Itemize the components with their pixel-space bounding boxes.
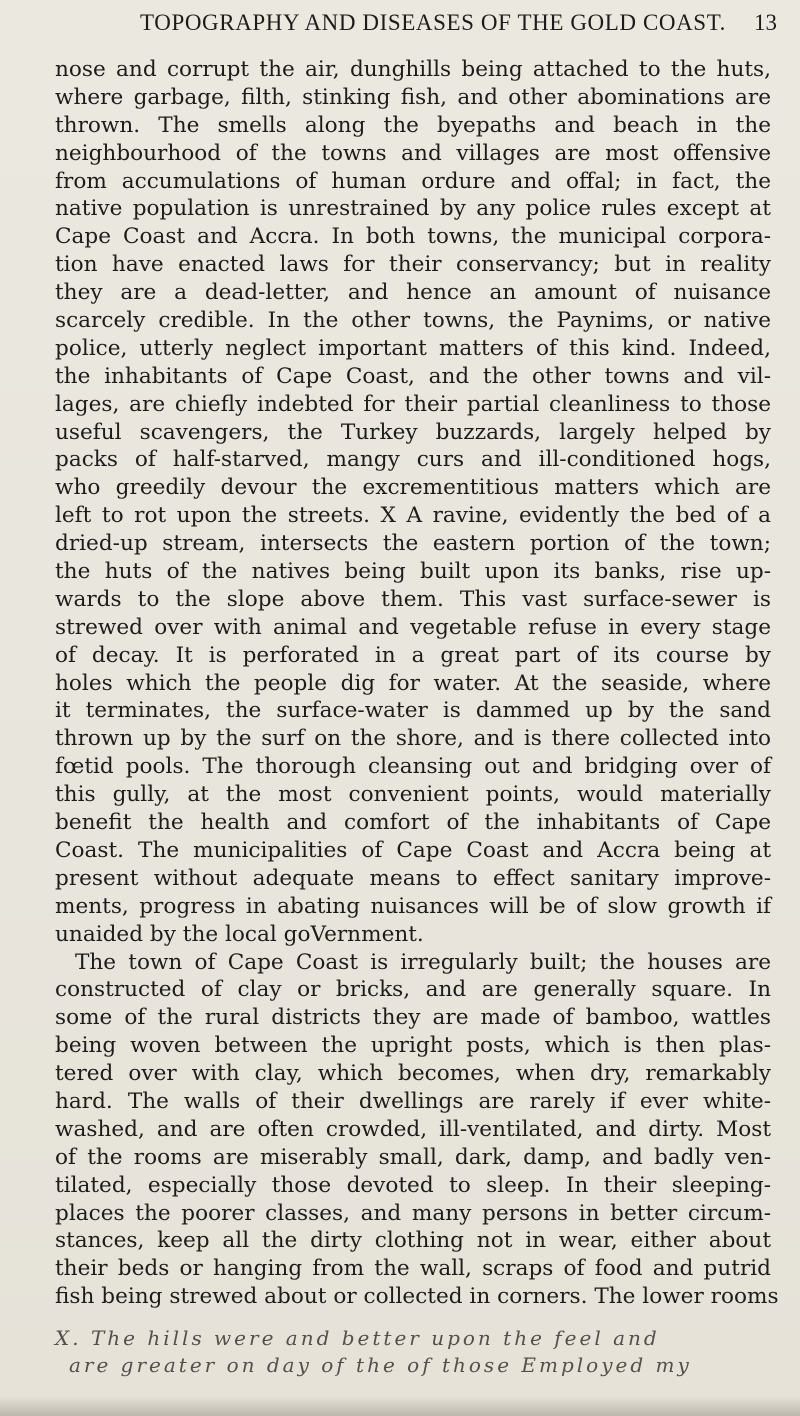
handwritten-annotation bbox=[55, 1326, 795, 1386]
text-line: strewed over with animal and vegetable refuse in every stage bbox=[55, 614, 771, 640]
text-line: wards to the slope above them. This vast surface-sewer is bbox=[55, 586, 771, 612]
text-line: scarcely credible. In the other towns, the Paynims, or native bbox=[55, 308, 771, 334]
running-head bbox=[140, 10, 780, 50]
text-line: benefit the health and comfort of the inhabitants of Cape bbox=[55, 810, 771, 836]
text-line: hard. The walls of their dwellings are rarely if ever white- bbox=[55, 1088, 771, 1114]
text-line: nose and corrupt the air, dunghills being attached to the huts, bbox=[55, 57, 771, 82]
text-line: it terminates, the surface-water is dammed up by the sand bbox=[55, 698, 771, 724]
text-line: native population is unrestrained by any police rules except at bbox=[55, 196, 771, 222]
text-line: places the poorer classes, and many persons in better circum- bbox=[55, 1200, 771, 1226]
page-edge-shadow bbox=[0, 1396, 800, 1416]
text-line: constructed of clay or bricks, and are generally square. In bbox=[55, 977, 771, 1003]
text-line: present without adequate means to effect sanitary improve- bbox=[55, 865, 771, 891]
text-line: stances, keep all the dirty clothing not in wear, either about bbox=[55, 1228, 771, 1254]
text-line: fish being strewed about or collected in corners. The lower rooms bbox=[55, 1284, 779, 1310]
page-number: 13 bbox=[754, 10, 777, 35]
text-line: the inhabitants of Cape Coast, and the other towns and vil- bbox=[55, 363, 771, 389]
text-line: of the rooms are miserably small, dark, damp, and badly ven- bbox=[55, 1144, 771, 1170]
running-title: TOPOGRAPHY AND DISEASES OF THE GOLD COAST. bbox=[140, 10, 726, 35]
handwritten-line: are greater on day of the of those Employed my bbox=[69, 1353, 692, 1377]
handwritten-line: X. The hills were and better upon the feel and bbox=[55, 1326, 660, 1350]
text-line: tion have enacted laws for their conservancy; but in reality bbox=[55, 252, 771, 278]
text-line: from accumulations of human ordure and offal; in fact, the bbox=[55, 168, 771, 194]
text-line: useful scavengers, the Turkey buzzards, largely helped by bbox=[55, 419, 771, 445]
text-line: washed, and are often crowded, ill-ventilated, and dirty. Most bbox=[55, 1116, 771, 1142]
text-line: Cape Coast and Accra. In both towns, the municipal corpora- bbox=[55, 224, 771, 250]
text-line: holes which the people dig for water. At the seaside, where bbox=[55, 670, 771, 696]
text-line: tilated, especially those devoted to sleep. In their sleeping- bbox=[55, 1172, 771, 1198]
text-line: fœtid pools. The thorough cleansing out and bridging over of bbox=[55, 754, 771, 780]
text-line: unaided by the local goVernment. bbox=[55, 921, 424, 947]
text-line: dried-up stream, intersects the eastern portion of the town; bbox=[55, 531, 771, 557]
text-line: neighbourhood of the towns and villages are most offensive bbox=[55, 140, 771, 166]
text-line: their beds or hanging from the wall, scraps of food and putrid bbox=[55, 1256, 771, 1282]
text-line: tered over with clay, which becomes, when dry, remarkably bbox=[55, 1061, 771, 1087]
text-line: thrown up by the surf on the shore, and is there collected into bbox=[55, 726, 771, 752]
text-line: lages, are chiefly indebted for their partial cleanliness to those bbox=[55, 391, 771, 417]
body-text bbox=[55, 56, 779, 1311]
text-line: this gully, at the most convenient points, would materially bbox=[55, 782, 771, 808]
text-line: police, utterly neglect important matters of this kind. Indeed, bbox=[55, 335, 771, 361]
text-line: where garbage, filth, stinking fish, and other abominations are bbox=[55, 84, 771, 110]
text-line: they are a dead-letter, and hence an amount of nuisance bbox=[55, 280, 771, 306]
text-line: being woven between the upright posts, which is then plas- bbox=[55, 1033, 771, 1059]
text-line: the huts of the natives being built upon its banks, rise up- bbox=[55, 559, 771, 585]
text-line: packs of half-starved, mangy curs and ill-conditioned hogs, bbox=[55, 447, 771, 473]
text-line: ments, progress in abating nuisances will be of slow growth if bbox=[55, 893, 771, 919]
text-line: of decay. It is perforated in a great part of its course by bbox=[55, 642, 771, 668]
text-line: left to rot upon the streets. X A ravine, evidently the bed of a bbox=[55, 503, 771, 529]
text-line: some of the rural districts they are made of bamboo, wattles bbox=[55, 1005, 771, 1031]
text-line: who greedily devour the excrementitious matters which are bbox=[55, 475, 771, 501]
text-line: thrown. The smells along the byepaths and beach in the bbox=[55, 112, 771, 138]
paragraph-start-line: The town of Cape Coast is irregularly built; the houses are bbox=[75, 949, 771, 975]
text-line: Coast. The municipalities of Cape Coast and Accra being at bbox=[55, 837, 771, 863]
